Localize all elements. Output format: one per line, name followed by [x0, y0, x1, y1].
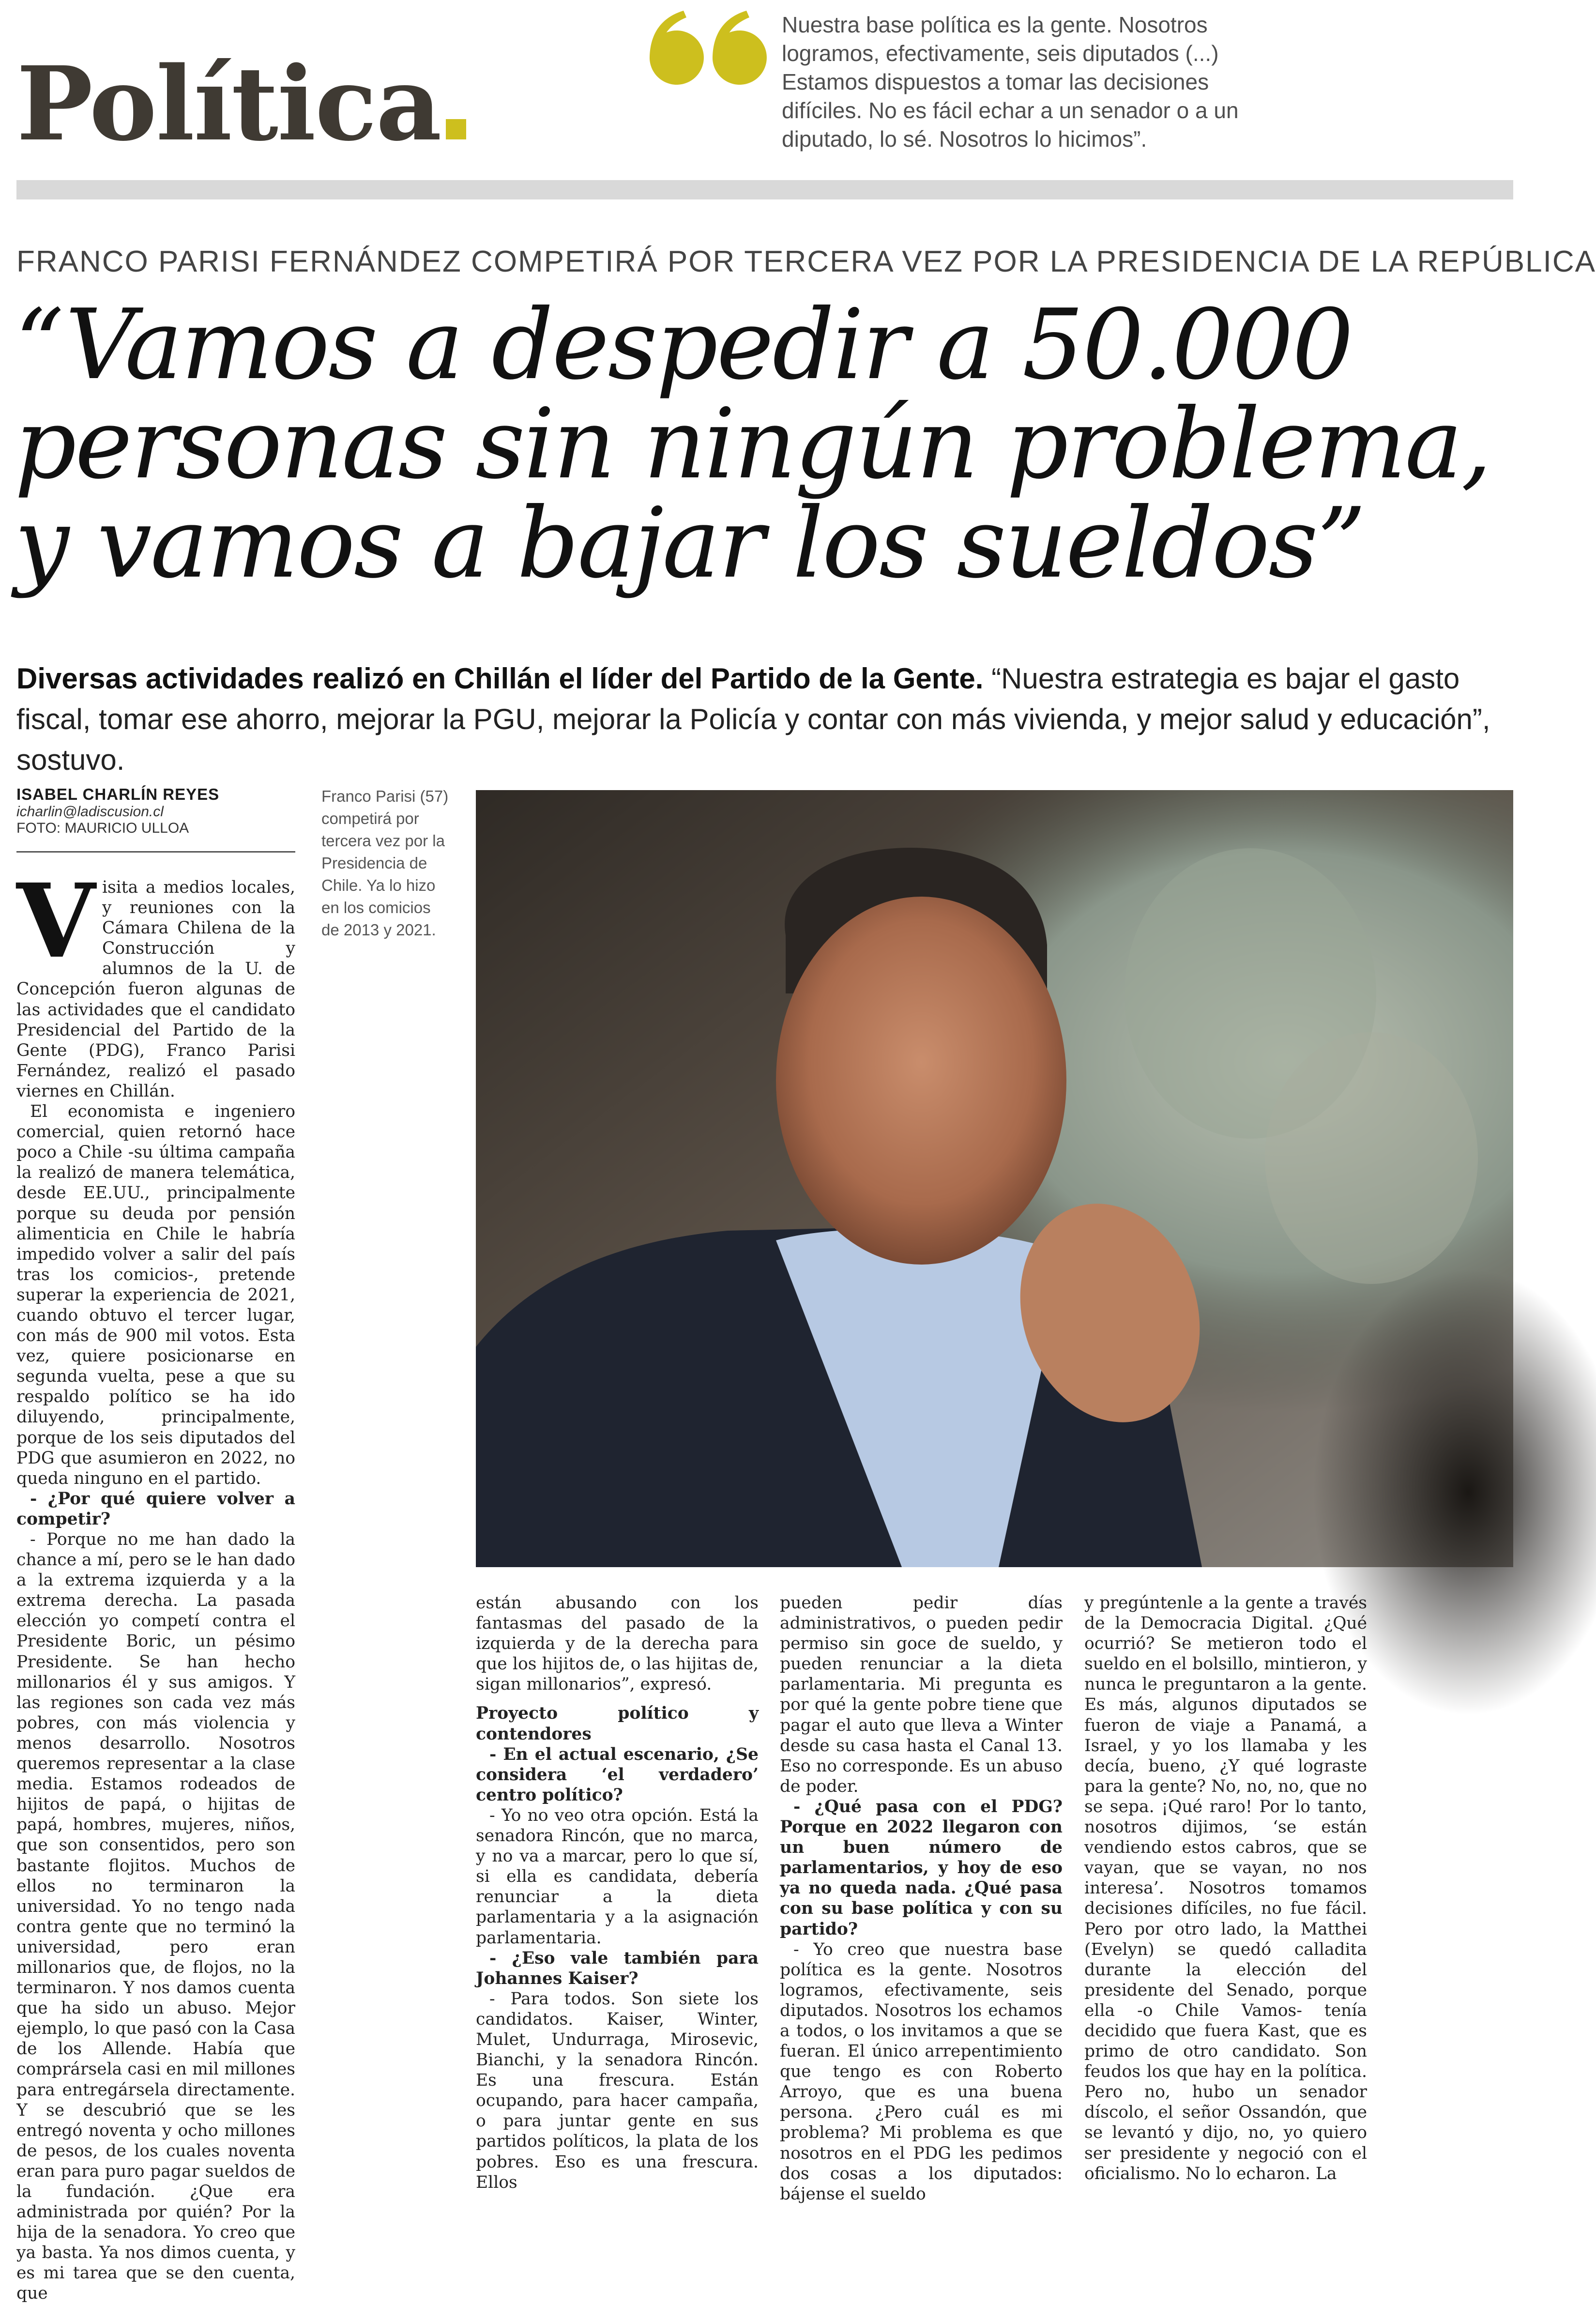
- body-paragraph: y pregúntenle a la gente a través de la Democracia Digital. ¿Qué ocurrió? Se metieron todo el sueldo en el bolsillo, mintieron, y nunca le preguntaron a la gente. Es más, algunos diputados se fueron de viaje a Panamá, a Israel, y yo los llamaba y les decía, bueno, ¿Y qué lograste para la gente? No, no, no, que no se sepa. ¡Qué raro! Por lo tanto, nosotros dijimos, ‘se están vendiendo estos cabros, que se vayan, que se vayan, no nos interesa’. Nosotros tomamos decisiones difíciles, no fue fácil. Pero por otro lado, la Matthei (Evelyn) se quedó calladita durante la elección del presidente del Senado, porque ella -o Chile Vamos- tenía decidido que fuera Kast, que es primo de otro candidato. Son feudos los que hay en la política. Pero no, hubo un senador díscolo, el señor Ossandón, que se levantó y dijo, no, yo quiero ser presidente y negoció con el oficialismo. No lo echaron. La: [1084, 1593, 1367, 2183]
- kicker: FRANCO PARISI FERNÁNDEZ COMPETIRÁ POR TERCERA VEZ POR LA PRESIDENCIA DE LA REPÚBLICA: [16, 245, 1596, 278]
- pull-quote-line: Nuestra base política es la gente. Nosotros: [782, 12, 1208, 37]
- pull-quote-line: Estamos dispuestos a tomar las decisiones: [782, 69, 1209, 94]
- body-paragraph: pueden pedir días administrativos, o pueden pedir permiso sin goce de sueldo, y pueden renunciar a la dieta parlamentaria. Mi pregunta es por qué la gente pobre tiene que pagar el auto que lleva a Winter desde su casa hasta el Canal 13. Eso no corresponde. Es un abuso de poder.: [780, 1593, 1063, 1796]
- lead-text: “Nuestra estrategia es bajar el gasto fiscal, tomar ese ahorro, mejorar la PGU, mejorar la Policía y contar con más vivienda, y mejor salud y educación”, sostuvo.: [16, 662, 1490, 776]
- pull-quote-line: diputado, lo sé. Nosotros lo hicimos”.: [782, 126, 1147, 152]
- subheading: Proyecto político y contendores: [476, 1704, 759, 1744]
- body-paragraph: isita a medios locales, y reuniones con la Cámara Chilena de la Construcción y alumnos de la U. de Concepción fueron algunas de las actividades que el candidato Presidencial del Partido de la Gente (PDG), Franco Parisi Fernández, realizó el pasado viernes en Chillán.: [16, 878, 295, 1101]
- photo-caption: Franco Parisi (57) competirá por tercera vez por la Presidencia de Chile. Ya lo hizo en los comicios de 2013 y 2021.: [321, 787, 449, 939]
- body-paragraph: El economista e ingeniero comercial, quien retornó hace poco a Chile -su última campaña la realizó de manera telemática, desde EE.UU., principalmente porque su deuda por pensión alimenticia en Chile le habría impedido volver a salir del país tras los comicios-, pretende superar la experiencia de 2021, cuando obtuvo el tercer lugar, con más de 900 mil votos. Esta vez, quiere posicionarse en segunda vuelta, pese a que su respaldo político se ha ido diluyendo, principalmente, porque de los seis diputados del PDG que asumieron en 2022, no queda ninguno en el partido.: [16, 1102, 295, 1488]
- interview-question: - ¿Por qué quiere volver a competir?: [16, 1489, 295, 1529]
- headline-line: y vamos a bajar los sueldos”: [15, 487, 1365, 600]
- section-accent-dot: [446, 119, 466, 139]
- quote-marks-icon: [624, 10, 755, 92]
- photo-credit: FOTO: MAURICIO ULLOA: [16, 820, 189, 836]
- headline-line: “Vamos a despedir a 50.000: [15, 289, 1353, 401]
- pull-quote-line: logramos, efectivamente, seis diputados (...): [782, 41, 1219, 66]
- article-column-3: [780, 1593, 1063, 2204]
- pull-quote: [782, 11, 1242, 153]
- byline-divider: [16, 851, 295, 853]
- drop-cap: V: [16, 861, 95, 981]
- author-name: ISABEL CHARLÍN REYES: [16, 785, 220, 803]
- article-column-1: [16, 861, 295, 2304]
- interview-answer: - Yo creo que nuestra base política es la gente. Nosotros logramos, efectivamente, seis diputados. Nosotros los echamos a todos, o los invitamos a que se fueran. El único arrepentimiento que tengo es con Roberto Arroyo, que es una buena persona. ¿Pero cuál es mi problema? Mi problema es que nosotros en el PDG les pedimos dos cosas a los diputados: bájense el sueldo: [780, 1939, 1063, 2204]
- lead-paragraph: [16, 658, 1513, 780]
- header-divider-bar: [16, 180, 1513, 199]
- interview-question: - En el actual escenario, ¿Se considera ‘el verdadero’ centro político?: [476, 1744, 759, 1805]
- author-email: icharlin@ladiscusion.cl: [16, 804, 164, 820]
- interview-answer: - Para todos. Son siete los candidatos. Kaiser, Winter, Mulet, Undurraga, Mirosevic, Bianchi, y la senadora Rincón. Es una frescura. Están ocupando, para hacer campaña, o para juntar gente en sus partidos políticos, la plata de los pobres. Eso es una frescura. Ellos: [476, 1989, 759, 2192]
- headline: [15, 289, 1520, 600]
- interview-question: - ¿Qué pasa con el PDG? Porque en 2022 llegaron con un buen número de parlamentarios, y hoy de eso ya no queda nada. ¿Qué pasa con su base política y con su partido?: [780, 1797, 1063, 1939]
- headline-line: personas sin ningún problema,: [15, 388, 1490, 501]
- portrait-photo: [476, 790, 1513, 1567]
- pull-quote-line: difíciles. No es fácil echar a un senador o a un: [782, 98, 1239, 123]
- body-paragraph: están abusando con los fantasmas del pasado de la izquierda y de la derecha para que los hijitos de, o las hijitas de, sigan millonarios”, expresó.: [476, 1593, 759, 1694]
- byline: [16, 785, 297, 837]
- article-column-4: [1084, 1593, 1367, 2183]
- lead-bold: Diversas actividades realizó en Chillán el líder del Partido de la Gente.: [16, 662, 984, 695]
- interview-question: - ¿Eso vale también para Johannes Kaiser?: [476, 1948, 759, 1988]
- section-title: Política: [16, 53, 466, 155]
- interview-answer: - Porque no me han dado la chance a mí, pero se le han dado a la extrema izquierda y a la extrema derecha. La pasada elección yo competí contra el Presidente Boric, un pésimo Presidente. Se han hecho millonarios él y sus amigos. Y las regiones son cada vez más pobres, con más violencia y menos desarrollo. Nosotros queremos representar a la clase media. Estamos rodeados de hijitos de papá, o hijitas de papá, hombres, mujeres, niños, que son consentidos, pero son bastante flojitos. Muchos de ellos no terminaron la universidad. Yo no tengo nada contra gente que no terminó la universidad, pero eran millonarios que, de flojos, no la terminaron. Y nos damos cuenta que ha sido un abuso. Mejor ejemplo, lo que pasó con la Casa de los Allende. Había que comprársela casi en mil millones para entregársela directamente. Y se descubrió que se les entregó noventa y ocho millones de pesos, de los cuales noventa eran para puro pagar sueldos de la fundación. ¿Que era administrada por quién? Por la hija de la senadora. Yo creo que ya basta. Ya nos dimos cuenta, y es mi tarea que se den cuenta, que: [16, 1530, 295, 2304]
- article-column-2: [476, 1593, 759, 2192]
- interview-answer: - Yo no veo otra opción. Está la senadora Rincón, que no marca, y no va a marcar, pero lo que sí, si ella es candidata, debería renunciar a la dieta parlamentaria y a la asignación parlamentaria.: [476, 1805, 759, 1948]
